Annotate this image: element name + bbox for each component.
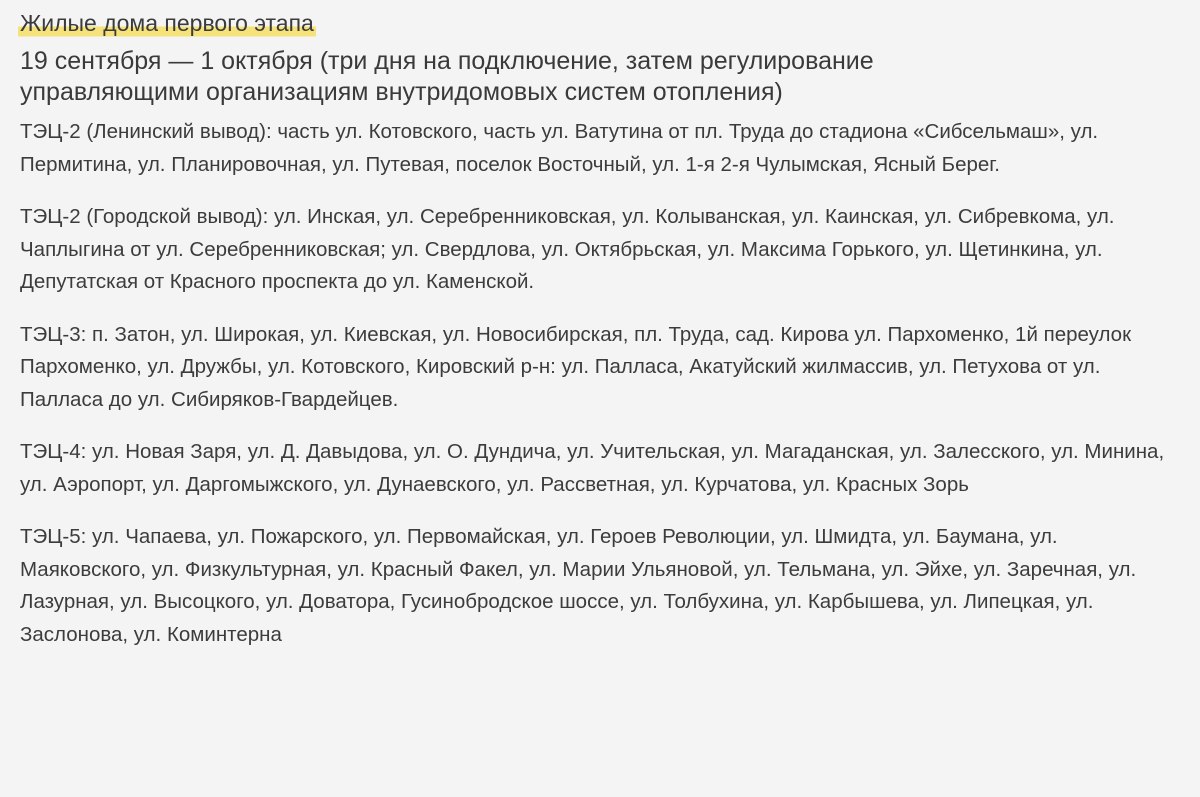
heating-period: 19 сентября — 1 октября (три дня на подключение, затем регулирование управляющими организациям внутридомовых систем отопления) xyxy=(20,47,874,106)
document-title: Жилые дома первого этапа xyxy=(18,6,316,40)
sections-list xyxy=(20,116,1180,651)
section-tec3: ТЭЦ-3: п. Затон, ул. Широкая, ул. Киевская, ул. Новосибирская, пл. Труда, сад. Кирова ул. Пархоменко, 1й переулок Пархоменко, ул. Дружбы, ул. Котовского, Кировский р-н: ул. Палласа, Акатуйский жилмассив, ул. Петухова от ул. Палласа до ул. Сибиряков-Гвардейцев. xyxy=(20,322,1132,411)
section-tec4: ТЭЦ-4: ул. Новая Заря, ул. Д. Давыдова, ул. О. Дундича, ул. Учительская, ул. Магаданская, ул. Залесского, ул. Минина, ул. Аэропорт, ул. Даргомыжского, ул. Дунаевского, ул. Рассветная, ул. Курчатова, ул. Красных Зорь xyxy=(20,440,1165,496)
section-tec5: ТЭЦ-5: ул. Чапаева, ул. Пожарского, ул. Первомайская, ул. Героев Революции, ул. Шмидта, ул. Баумана, ул. Маяковского, ул. Физкультурная, ул. Красный Факел, ул. Марии Ульяновой, ул. Тельмана, ул. Эйхе, ул. Заречная, ул. Лазурная, ул. Высоцкого, ул. Доватора, Гусинобродское шоссе, ул. Толбухина, ул. Карбышева, ул. Липецкая, ул. Заслонова, ул. Коминтерна xyxy=(20,525,1137,646)
section-tec2-leninsky: ТЭЦ-2 (Ленинский вывод): часть ул. Котовского, часть ул. Ватутина от пл. Труда до стадиона «Сибсельмаш», ул. Пермитина, ул. Планировочная, ул. Путевая, поселок Восточный, ул. 1-я 2-я Чулымская, Ясный Берег. xyxy=(20,120,1099,176)
section-tec2-city: ТЭЦ-2 (Городской вывод): ул. Инская, ул. Серебренниковская, ул. Колыванская, ул. Каинская, ул. Сибревкома, ул. Чаплыгина от ул. Серебренниковская; ул. Свердлова, ул. Октябрьская, ул. Максима Горького, ул. Щетинкина, ул. Депутатская от Красного проспекта до ул. Каменской. xyxy=(20,205,1115,293)
